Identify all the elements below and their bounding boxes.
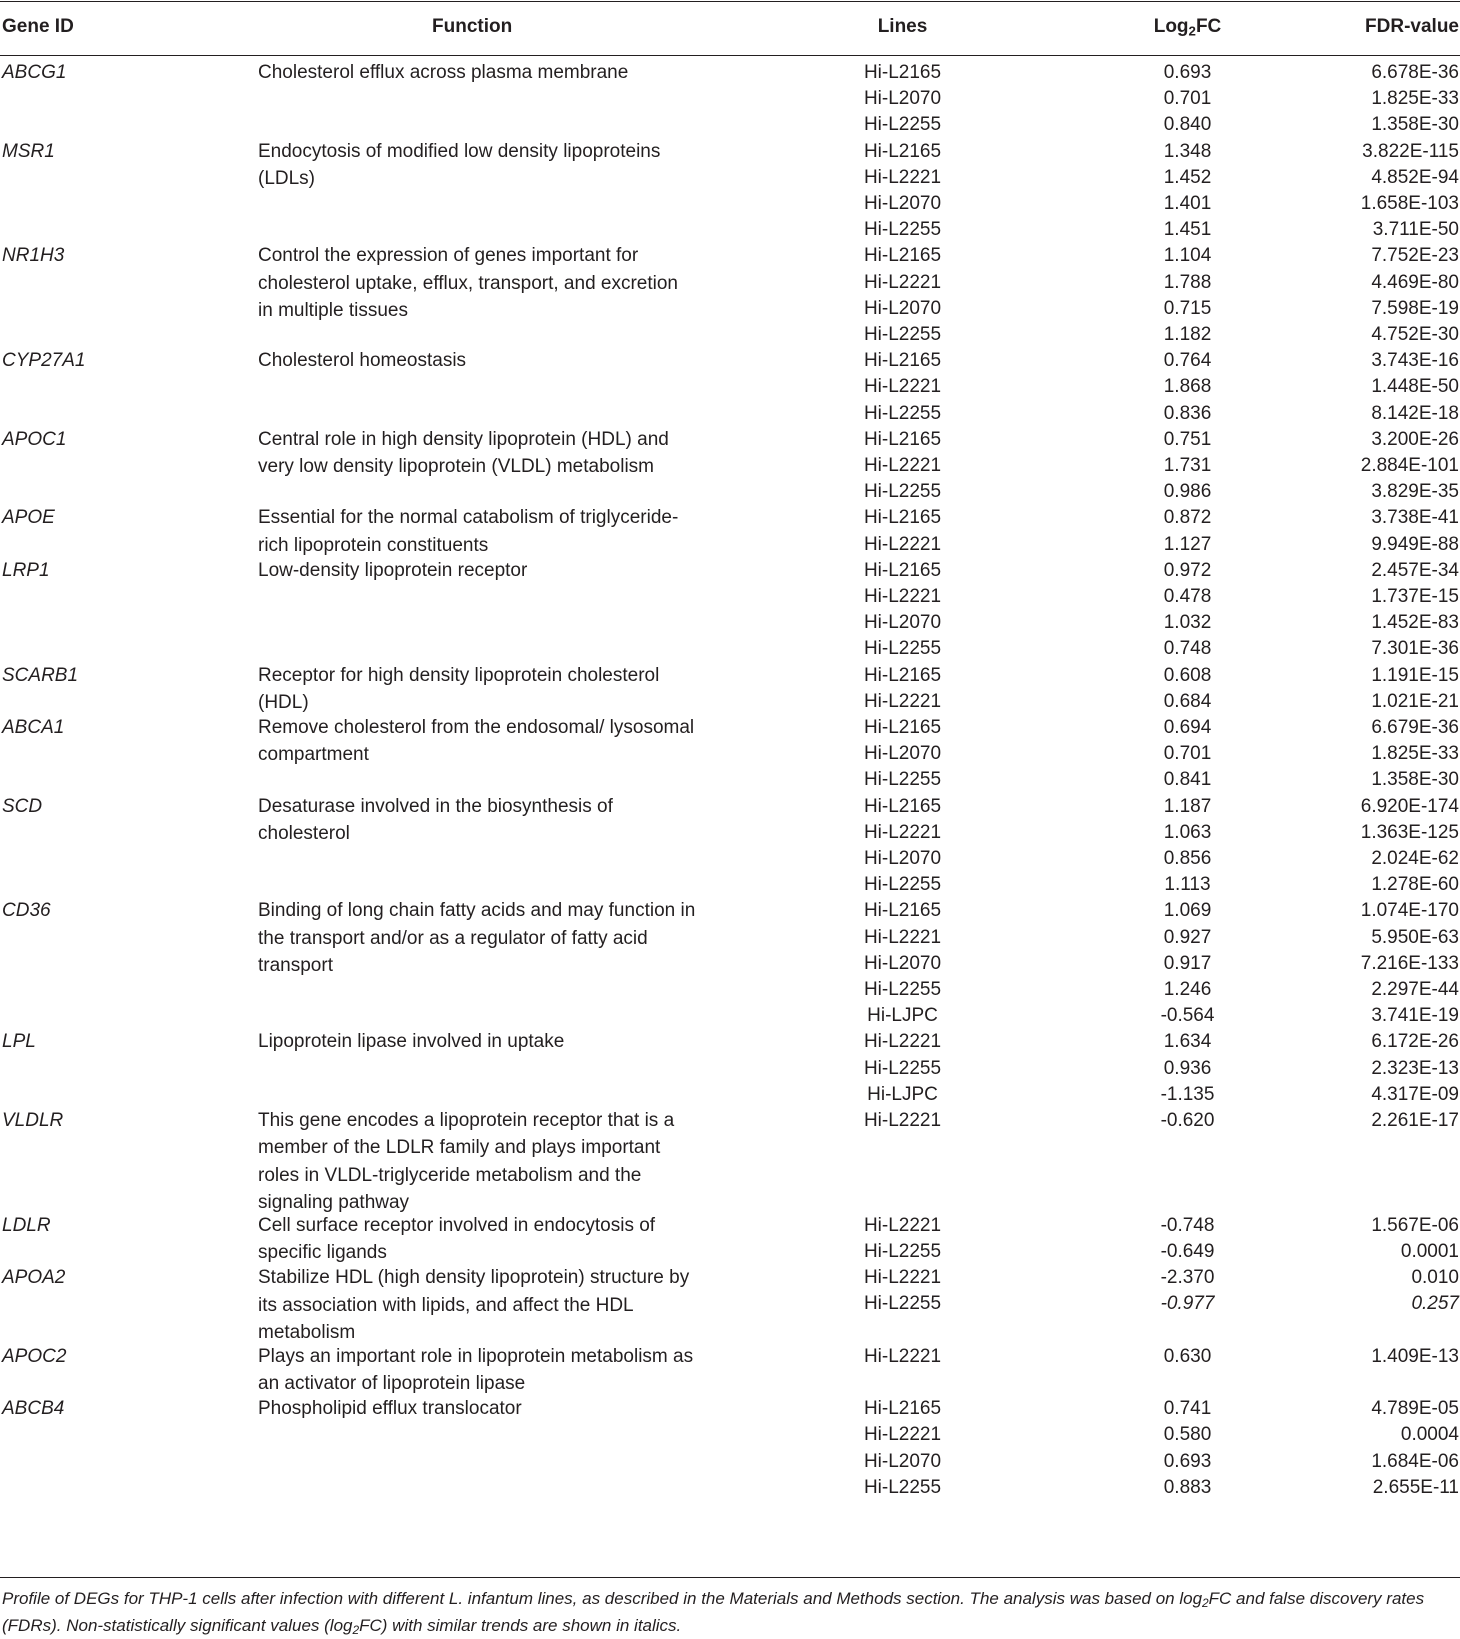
log2fc-cell: -0.649 [1160, 1241, 1215, 1262]
header-log2fc: Log$_2$FC [1153, 16, 1222, 39]
log2fc-cell: 0.701 [1163, 743, 1212, 765]
line-cell: Hi-L2165 [863, 559, 942, 581]
fdr-value-cell: 2.297E-44 [1371, 979, 1459, 1000]
line-cell: Hi-L2165 [863, 1398, 942, 1420]
line-cell: Hi-L2070 [863, 743, 942, 765]
line-cell: Hi-L2255 [863, 1476, 942, 1498]
fdr-value-cell: 3.741E-19 [1371, 1005, 1459, 1027]
log2fc-cell: 0.883 [1163, 1476, 1212, 1498]
log2fc-cell: 1.868 [1163, 376, 1212, 398]
line-cell: Hi-L2221 [863, 821, 942, 843]
gene-id-cell: SCARB1 [2, 664, 79, 686]
gene-id-cell: ABCB4 [2, 1398, 65, 1420]
fdr-value-cell: 6.679E-36 [1371, 717, 1459, 738]
fdr-value-cell: 7.301E-36 [1371, 638, 1459, 660]
table-footnote: Profile of DEGs for THP-1 cells after infection with different L. infantum lines, as described in the Materials and Methods section. The analysis was based on $\log_2FC$ and false discovery rates (FDRs). Non-statistically significant values $(\log_2FC)$ with similar trends are shown in italics. [2, 1589, 1425, 1637]
gene-id-cell: APOC1 [2, 428, 67, 450]
line-cell: Hi-LJPC [867, 1083, 938, 1105]
fdr-value-cell: 0.0001 [1400, 1241, 1459, 1262]
log2fc-cell: 1.246 [1163, 979, 1212, 1000]
header-lines: Lines [877, 16, 928, 37]
function-cell: Phospholipid efflux translocator [258, 1398, 522, 1420]
line-cell: Hi-L2255 [863, 324, 942, 345]
fdr-value-cell: 2.261E-17 [1371, 1110, 1459, 1131]
line-cell: Hi-L2255 [863, 219, 942, 241]
fdr-value-cell: 4.789E-05 [1371, 1398, 1459, 1420]
log2fc-cell: 0.986 [1163, 481, 1212, 503]
fdr-value-cell: 1.191E-15 [1371, 664, 1459, 686]
line-cell: Hi-L2255 [863, 979, 942, 1000]
line-cell: Hi-L2221 [863, 926, 942, 948]
function-cell: Endocytosis of modified low density lipoproteins (LDLs) [258, 140, 661, 189]
function-cell: Essential for the normal catabolism of triglyceride-rich lipoprotein constituents [258, 507, 679, 556]
log2fc-cell: -2.370 [1160, 1267, 1215, 1289]
log2fc-cell: 0.927 [1163, 926, 1212, 948]
function-cell: Lipoprotein lipase involved in uptake [258, 1031, 565, 1053]
function-cell: Cholesterol efflux across plasma membrane [258, 62, 629, 83]
log2fc-cell: 1.451 [1163, 219, 1212, 241]
gene-id-cell: APOC2 [2, 1345, 67, 1367]
fdr-value-cell: 1.448E-50 [1371, 376, 1459, 398]
gene-id-cell: LRP1 [2, 559, 50, 581]
fdr-value-cell: 3.200E-26 [1371, 428, 1459, 450]
line-cell: Hi-L2255 [863, 1241, 942, 1262]
gene-id-cell: VLDLR [2, 1110, 64, 1131]
log2fc-cell: 1.104 [1163, 245, 1212, 267]
line-cell: Hi-L2165 [863, 428, 942, 450]
fdr-value-cell: 0.0004 [1400, 1424, 1459, 1446]
fdr-value-cell: 6.172E-26 [1371, 1031, 1459, 1053]
fdr-value-cell: 1.452E-83 [1371, 612, 1459, 634]
fdr-value-cell: 2.457E-34 [1371, 559, 1459, 581]
log2fc-cell: 0.917 [1163, 952, 1212, 974]
line-cell: Hi-L2070 [863, 297, 942, 319]
line-cell: Hi-L2221 [863, 1345, 942, 1367]
log2fc-cell: 0.630 [1163, 1345, 1212, 1367]
log2fc-cell: 0.836 [1163, 402, 1212, 424]
fdr-value-cell: 7.598E-19 [1371, 297, 1459, 319]
fdr-value-cell: 9.949E-88 [1371, 533, 1459, 555]
fdr-value-cell: 0.010 [1411, 1267, 1459, 1289]
line-cell: Hi-L2255 [863, 1057, 942, 1079]
fdr-value-cell: 3.822E-115 [1362, 140, 1459, 162]
log2fc-cell: 1.127 [1163, 533, 1212, 555]
line-cell: Hi-L2221 [863, 1110, 942, 1131]
gene-id-cell: SCD [2, 795, 43, 817]
log2fc-cell: 1.348 [1163, 140, 1212, 162]
fdr-value-cell: 8.142E-18 [1371, 402, 1459, 424]
log2fc-cell: 0.684 [1163, 690, 1212, 712]
log2fc-cell: 1.187 [1163, 795, 1212, 817]
fdr-value-cell: 2.323E-13 [1371, 1057, 1459, 1079]
fdr-value-cell: 4.852E-94 [1371, 166, 1459, 188]
gene-id-cell: ABCA1 [2, 717, 65, 738]
fdr-value-cell: 2.024E-62 [1371, 848, 1459, 869]
log2fc-cell: 0.972 [1163, 559, 1212, 581]
log2fc-cell: 0.701 [1163, 88, 1212, 110]
function-cell: Cell surface receptor involved in endocytosis of specific ligands [258, 1214, 656, 1264]
line-cell: Hi-L2255 [863, 874, 942, 896]
fdr-value-cell: 5.950E-63 [1371, 926, 1459, 948]
line-cell: Hi-L2255 [863, 638, 942, 660]
log2fc-cell: 0.693 [1163, 62, 1212, 83]
log2fc-cell: 0.608 [1163, 664, 1212, 686]
function-cell: Remove cholesterol from the endosomal/ lysosomal compartment [258, 717, 695, 766]
fdr-value-cell: 1.358E-30 [1371, 769, 1459, 791]
fdr-value-cell: 1.825E-33 [1371, 743, 1459, 765]
fdr-value-cell: 7.752E-23 [1371, 245, 1459, 267]
fdr-value-cell: 3.743E-16 [1371, 350, 1459, 372]
fdr-value-cell: 1.358E-30 [1371, 114, 1459, 136]
log2fc-cell: -0.564 [1160, 1005, 1215, 1027]
log2fc-cell: 0.478 [1163, 586, 1212, 607]
line-cell: Hi-L2165 [863, 664, 942, 686]
line-cell: Hi-L2255 [863, 769, 942, 791]
log2fc-cell: 1.032 [1163, 612, 1212, 634]
log2fc-cell: 0.764 [1163, 350, 1212, 372]
line-cell: Hi-L2221 [863, 690, 942, 712]
fdr-value-cell: 2.655E-11 [1372, 1476, 1459, 1498]
log2fc-cell: 1.731 [1163, 455, 1212, 476]
log2fc-cell: 0.856 [1163, 848, 1212, 869]
fdr-value-cell: 3.711E-50 [1372, 219, 1459, 241]
gene-id-cell: APOE [2, 507, 55, 529]
fdr-value-cell: 1.825E-33 [1371, 88, 1459, 110]
gene-id-cell: LPL [2, 1031, 36, 1053]
line-cell: Hi-L2165 [863, 140, 942, 162]
header-gene-id: Gene ID [2, 16, 74, 37]
log2fc-cell: 1.182 [1163, 324, 1212, 345]
function-cell: This gene encodes a lipoprotein receptor that is a member of the LDLR family and plays important roles in VLDL-triglyceride metabolism and the signaling pathway [258, 1110, 675, 1214]
fdr-value-cell: 1.363E-125 [1360, 821, 1459, 843]
gene-id-cell: CD36 [2, 900, 51, 922]
line-cell: Hi-L2165 [863, 350, 942, 372]
log2fc-cell: 1.113 [1164, 874, 1211, 896]
line-cell: Hi-L2165 [863, 507, 942, 529]
line-cell: Hi-L2221 [863, 1424, 942, 1446]
log2fc-cell: 0.872 [1163, 507, 1212, 529]
function-cell: Central role in high density lipoprotein (HDL) and very low density lipoprotein (VLDL) metabolism [258, 428, 669, 478]
gene-id-cell: APOA2 [2, 1267, 66, 1289]
fdr-value-cell: 1.409E-13 [1371, 1345, 1459, 1367]
log2fc-cell: 0.693 [1163, 1450, 1212, 1472]
log2fc-cell: 0.748 [1163, 638, 1212, 660]
function-cell: Desaturase involved in the biosynthesis of cholesterol [258, 795, 613, 844]
log2fc-cell: 0.741 [1163, 1398, 1212, 1420]
gene-id-cell: ABCG1 [2, 62, 67, 83]
gene-id-cell: NR1H3 [2, 245, 65, 267]
log2fc-cell: -1.135 [1160, 1083, 1215, 1105]
line-cell: Hi-L2070 [863, 88, 942, 110]
line-cell: Hi-L2165 [863, 245, 942, 267]
line-cell: Hi-L2221 [863, 166, 942, 188]
header-fdr-value: FDR-value [1365, 16, 1459, 37]
table-bottom-rule [0, 1577, 1460, 1578]
function-cell: Plays an important role in lipoprotein metabolism as an activator of lipoprotein lipase [258, 1345, 694, 1395]
fdr-value-cell: 6.920E-174 [1360, 795, 1459, 817]
line-cell: Hi-L2221 [863, 586, 942, 607]
log2fc-cell: 0.936 [1163, 1057, 1212, 1079]
log2fc-cell: 0.694 [1163, 717, 1212, 738]
fdr-value-cell: 1.658E-103 [1360, 193, 1459, 214]
line-cell: Hi-L2255 [863, 481, 942, 503]
line-cell: Hi-L2221 [863, 376, 942, 398]
log2fc-cell: 1.788 [1163, 271, 1212, 293]
log2fc-cell: -0.748 [1160, 1214, 1215, 1236]
line-cell: Hi-L2221 [863, 271, 942, 293]
fdr-value-cell: 3.738E-41 [1371, 507, 1459, 529]
fdr-value-cell: 1.567E-06 [1371, 1214, 1459, 1236]
line-cell: Hi-L2221 [863, 533, 942, 555]
line-cell: Hi-L2070 [863, 193, 942, 214]
function-cell: Stabilize HDL (high density lipoprotein) structure by its association with lipids, and affect the HDL metabolism [258, 1267, 690, 1343]
function-cell: Cholesterol homeostasis [258, 350, 467, 372]
line-cell: Hi-L2165 [863, 795, 942, 817]
log2fc-cell: 1.069 [1163, 900, 1212, 922]
fdr-value-cell: 1.074E-170 [1360, 900, 1459, 922]
table-header-rule [0, 55, 1460, 56]
log2fc-cell: 0.715 [1163, 297, 1212, 319]
log2fc-cell: 0.840 [1163, 114, 1212, 136]
line-cell: Hi-L2221 [863, 1031, 942, 1053]
log2fc-cell: 0.580 [1163, 1424, 1212, 1446]
line-cell: Hi-L2255 [863, 402, 942, 424]
log2fc-cell: 1.063 [1163, 821, 1212, 843]
line-cell: Hi-L2255 [863, 1293, 942, 1315]
fdr-value-cell: 0.257 [1411, 1293, 1459, 1315]
fdr-value-cell: 4.752E-30 [1371, 324, 1459, 345]
line-cell: Hi-L2221 [863, 455, 942, 476]
line-cell: Hi-L2165 [863, 900, 942, 922]
log2fc-cell: 1.452 [1163, 166, 1212, 188]
log2fc-cell: -0.977 [1160, 1293, 1215, 1315]
fdr-value-cell: 3.829E-35 [1371, 481, 1459, 503]
fdr-value-cell: 1.684E-06 [1371, 1450, 1459, 1472]
function-cell: Low-density lipoprotein receptor [258, 559, 528, 581]
fdr-value-cell: 7.216E-133 [1360, 952, 1459, 974]
line-cell: Hi-L2070 [863, 612, 942, 634]
line-cell: Hi-L2070 [863, 848, 942, 869]
fdr-value-cell: 2.884E-101 [1360, 455, 1459, 476]
fdr-value-cell: 1.737E-15 [1371, 586, 1459, 607]
table-top-rule [0, 1, 1460, 2]
log2fc-cell: 0.751 [1163, 428, 1212, 450]
function-cell: Control the expression of genes important for cholesterol uptake, efflux, transport, and excretion in multiple tissues [258, 245, 679, 322]
line-cell: Hi-L2165 [863, 717, 942, 738]
function-cell: Binding of long chain fatty acids and may function in the transport and/or as a regulator of fatty acid transport [258, 900, 696, 977]
fdr-value-cell: 4.317E-09 [1371, 1083, 1459, 1105]
fdr-value-cell: 1.278E-60 [1371, 874, 1459, 896]
line-cell: Hi-L2070 [863, 952, 942, 974]
header-function: Function [432, 16, 513, 37]
line-cell: Hi-L2221 [863, 1214, 942, 1236]
gene-id-cell: MSR1 [2, 140, 55, 162]
gene-id-cell: LDLR [2, 1214, 51, 1236]
function-cell: Receptor for high density lipoprotein cholesterol (HDL) [258, 664, 660, 713]
line-cell: Hi-L2165 [863, 62, 942, 83]
log2fc-cell: 0.841 [1163, 769, 1212, 791]
line-cell: Hi-L2255 [863, 114, 942, 136]
fdr-value-cell: 1.021E-21 [1371, 690, 1459, 712]
fdr-value-cell: 6.678E-36 [1371, 62, 1459, 83]
line-cell: Hi-LJPC [867, 1005, 938, 1027]
log2fc-cell: 1.401 [1163, 193, 1212, 214]
log2fc-cell: -0.620 [1160, 1110, 1215, 1131]
line-cell: Hi-L2070 [863, 1450, 942, 1472]
log2fc-cell: 1.634 [1163, 1031, 1212, 1053]
fdr-value-cell: 4.469E-80 [1371, 271, 1459, 293]
gene-id-cell: CYP27A1 [2, 350, 86, 372]
line-cell: Hi-L2221 [863, 1267, 942, 1289]
